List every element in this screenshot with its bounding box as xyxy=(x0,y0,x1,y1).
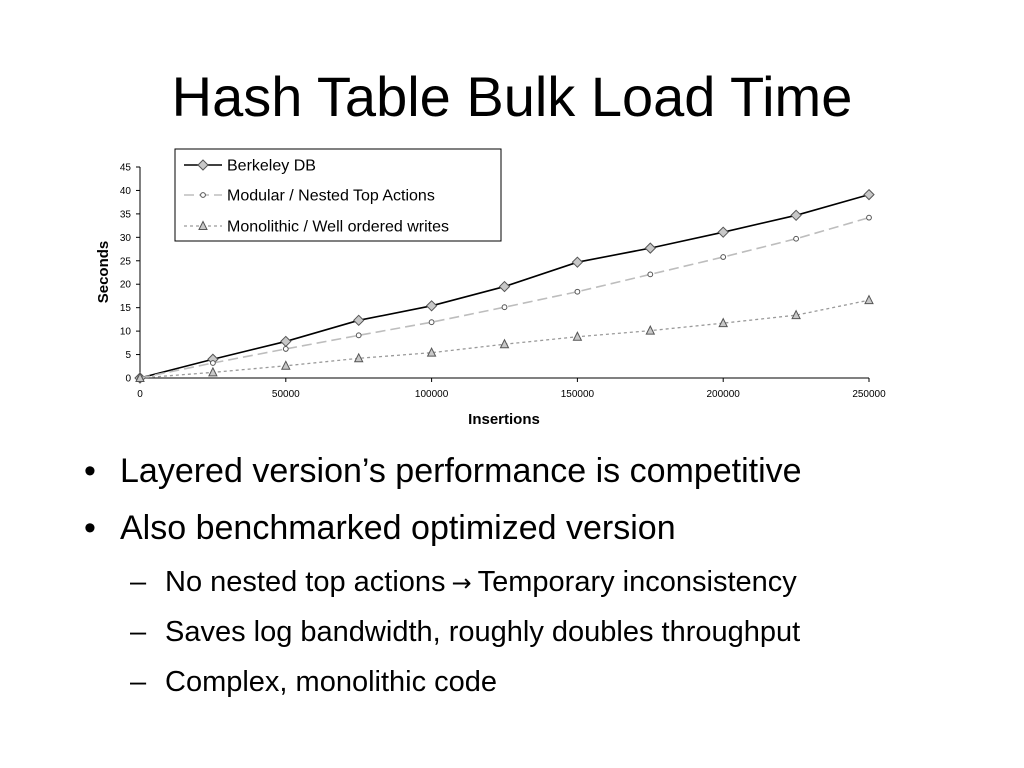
data-point xyxy=(721,255,726,260)
bullet-text: Layered version’s performance is competitive xyxy=(120,452,802,490)
data-point xyxy=(283,347,288,352)
legend-label: Monolithic / Well ordered writes xyxy=(227,218,450,236)
y-axis-label: Seconds xyxy=(95,240,112,304)
sub-bullet-text: Saves log bandwidth, roughly doubles throughput xyxy=(165,616,801,648)
x-tick-label: 150000 xyxy=(560,389,595,400)
data-point xyxy=(282,361,290,369)
series-line xyxy=(140,218,869,378)
sub-bullet-text: No nested top actions xyxy=(165,566,446,598)
bullet-marker: • xyxy=(84,452,96,490)
arrow-right-icon: → xyxy=(451,569,472,597)
y-tick-label: 25 xyxy=(119,256,131,268)
sub-bullet-text: Temporary inconsistency xyxy=(477,566,797,598)
y-tick-label: 45 xyxy=(119,162,131,174)
sub-bullet-marker: – xyxy=(130,566,147,598)
legend-label: Berkeley DB xyxy=(227,157,316,175)
x-tick-label: 0 xyxy=(137,389,143,400)
data-point xyxy=(356,333,361,338)
bullet-item xyxy=(84,508,802,548)
x-axis xyxy=(137,378,886,400)
x-tick-label: 100000 xyxy=(414,389,449,400)
sub-bullet-item xyxy=(130,565,802,599)
data-point xyxy=(281,336,291,346)
y-tick-label: 35 xyxy=(119,209,131,221)
data-point xyxy=(427,301,437,311)
data-point xyxy=(573,332,581,340)
data-point xyxy=(502,305,507,310)
bullet-marker: • xyxy=(84,509,96,547)
bullet-list xyxy=(84,451,802,715)
data-point xyxy=(572,257,582,267)
bullet-text: Also benchmarked optimized version xyxy=(120,509,676,547)
data-point xyxy=(211,361,216,366)
legend xyxy=(175,149,501,241)
data-point xyxy=(354,315,364,325)
y-axis xyxy=(120,163,140,385)
data-point xyxy=(429,320,434,325)
y-tick-label: 5 xyxy=(125,350,131,362)
bullet-item xyxy=(84,451,802,491)
sub-bullet-text: Complex, monolithic code xyxy=(165,666,498,698)
y-tick-label: 20 xyxy=(119,279,131,291)
sub-bullet-marker: – xyxy=(130,616,147,648)
sub-bullet-marker: – xyxy=(130,666,147,698)
sub-bullet-item xyxy=(130,665,802,699)
data-point xyxy=(718,227,728,237)
y-tick-label: 0 xyxy=(125,373,131,385)
legend-marker xyxy=(201,193,206,198)
x-tick-label: 50000 xyxy=(271,389,300,400)
data-point xyxy=(865,296,873,304)
slide-title: Hash Table Bulk Load Time xyxy=(171,65,853,128)
x-tick-label: 250000 xyxy=(852,389,886,400)
x-tick-label: 200000 xyxy=(706,389,740,400)
data-point xyxy=(575,289,580,294)
data-point xyxy=(209,368,217,376)
sub-bullet-item xyxy=(130,615,802,649)
data-point xyxy=(500,282,510,292)
y-tick-label: 30 xyxy=(119,232,131,244)
data-point xyxy=(646,326,654,334)
data-point xyxy=(791,210,801,220)
y-tick-label: 10 xyxy=(119,326,131,338)
data-point xyxy=(864,190,874,200)
data-point xyxy=(867,215,872,220)
x-axis-label: Insertions xyxy=(468,411,540,428)
data-point xyxy=(648,272,653,277)
y-tick-label: 15 xyxy=(119,303,131,315)
data-point xyxy=(794,236,799,241)
data-point xyxy=(645,243,655,253)
legend-label: Modular / Nested Top Actions xyxy=(227,187,435,205)
y-tick-label: 40 xyxy=(119,185,131,197)
